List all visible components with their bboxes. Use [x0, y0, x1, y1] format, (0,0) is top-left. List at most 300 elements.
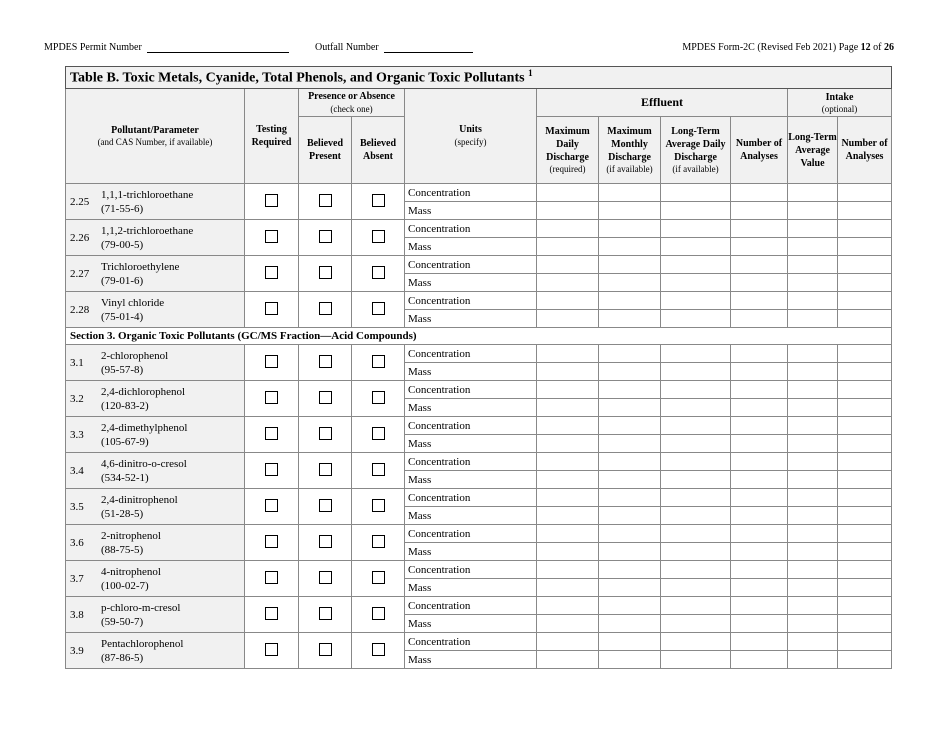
pollutant-number: 3.7: [70, 572, 84, 585]
intake-num-analyses-concentration-input[interactable]: [838, 220, 892, 238]
testing-required-cell: [245, 381, 299, 417]
testing-required-cell: [245, 561, 299, 597]
intake-long-term-concentration-input[interactable]: [788, 417, 838, 435]
num-analyses-mass-input[interactable]: [731, 543, 788, 561]
long-term-concentration-input[interactable]: [661, 417, 731, 435]
pollutant-name: 1,1,2-trichloroethane: [101, 224, 194, 237]
pollutant-number: 3.8: [70, 608, 84, 621]
pollutant-name: 1,1,1-trichloroethane: [101, 188, 194, 201]
believed-present-cell: [299, 417, 352, 453]
table-row: [66, 220, 892, 238]
long-term-mass-input[interactable]: [661, 471, 731, 489]
testing-required-checkbox[interactable]: [265, 463, 278, 476]
intake-long-term-concentration-input[interactable]: [788, 597, 838, 615]
pollutant-number: 3.1: [70, 356, 84, 369]
max-daily-mass-input[interactable]: [537, 579, 599, 597]
intake-long-term-concentration-input[interactable]: [788, 292, 838, 310]
intake-long-term-concentration-input[interactable]: [788, 184, 838, 202]
intake-long-term-mass-input[interactable]: [788, 238, 838, 256]
max-daily-mass-input[interactable]: [537, 363, 599, 381]
long-term-concentration-input[interactable]: [661, 256, 731, 274]
long-term-concentration-input[interactable]: [661, 381, 731, 399]
unit-mass: Mass: [405, 543, 537, 561]
long-term-concentration-input[interactable]: [661, 561, 731, 579]
pollutant-cas: (75-01-4): [101, 310, 144, 323]
unit-concentration: Concentration: [405, 417, 537, 435]
intake-num-analyses-concentration-input[interactable]: [838, 381, 892, 399]
believed-present-checkbox[interactable]: [319, 499, 332, 512]
believed-present-cell: [299, 561, 352, 597]
believed-present-cell: [299, 597, 352, 633]
testing-required-cell: [245, 597, 299, 633]
long-term-mass-input[interactable]: [661, 238, 731, 256]
pollutant-cell: [66, 525, 245, 561]
pollutant-cell: [66, 453, 245, 489]
long-term-mass-input[interactable]: [661, 202, 731, 220]
intake-long-term-concentration-input[interactable]: [788, 453, 838, 471]
believed-absent-checkbox[interactable]: [372, 302, 385, 315]
intake-long-term-concentration-input[interactable]: [788, 489, 838, 507]
max-monthly-concentration-input[interactable]: [599, 345, 661, 363]
pollutant-name: Pentachlorophenol: [101, 637, 184, 650]
permit-number-line[interactable]: [147, 43, 289, 53]
pollutant-name: 2-nitrophenol: [101, 529, 161, 542]
max-daily-concentration-input[interactable]: [537, 345, 599, 363]
intake-num-analyses-mass-input[interactable]: [838, 615, 892, 633]
max-daily-mass-input[interactable]: [537, 543, 599, 561]
pollutant-number: 3.4: [70, 464, 84, 477]
max-monthly-mass-input[interactable]: [599, 202, 661, 220]
believed-present-checkbox[interactable]: [319, 355, 332, 368]
believed-present-cell: [299, 489, 352, 525]
max-monthly-concentration-input[interactable]: [599, 184, 661, 202]
max-daily-mass-input[interactable]: [537, 274, 599, 292]
num-analyses-mass-input[interactable]: [731, 274, 788, 292]
num-analyses-mass-input[interactable]: [731, 435, 788, 453]
max-monthly-concentration-input[interactable]: [599, 633, 661, 651]
testing-required-checkbox[interactable]: [265, 302, 278, 315]
pollutant-cas: (79-01-6): [101, 274, 144, 287]
max-daily-concentration-input[interactable]: [537, 489, 599, 507]
col-max-daily: Maximum Daily Discharge (required): [537, 117, 599, 184]
max-monthly-concentration-input[interactable]: [599, 453, 661, 471]
intake-long-term-mass-input[interactable]: [788, 435, 838, 453]
long-term-mass-input[interactable]: [661, 274, 731, 292]
unit-mass: Mass: [405, 615, 537, 633]
intake-long-term-mass-input[interactable]: [788, 507, 838, 525]
intake-num-analyses-concentration-input[interactable]: [838, 597, 892, 615]
intake-num-analyses-concentration-input[interactable]: [838, 292, 892, 310]
num-analyses-mass-input[interactable]: [731, 579, 788, 597]
unit-concentration: Concentration: [405, 525, 537, 543]
num-analyses-mass-input[interactable]: [731, 238, 788, 256]
believed-absent-checkbox[interactable]: [372, 230, 385, 243]
max-daily-concentration-input[interactable]: [537, 453, 599, 471]
believed-present-checkbox[interactable]: [319, 463, 332, 476]
believed-present-checkbox[interactable]: [319, 230, 332, 243]
num-analyses-concentration-input[interactable]: [731, 345, 788, 363]
intake-long-term-mass-input[interactable]: [788, 399, 838, 417]
intake-long-term-concentration-input[interactable]: [788, 220, 838, 238]
intake-num-analyses-mass-input[interactable]: [838, 238, 892, 256]
num-analyses-concentration-input[interactable]: [731, 417, 788, 435]
believed-present-checkbox[interactable]: [319, 194, 332, 207]
max-monthly-mass-input[interactable]: [599, 363, 661, 381]
long-term-mass-input[interactable]: [661, 615, 731, 633]
believed-present-checkbox[interactable]: [319, 302, 332, 315]
long-term-concentration-input[interactable]: [661, 633, 731, 651]
pollutant-name: 4,6-dinitro-o-cresol: [101, 457, 187, 470]
believed-absent-checkbox[interactable]: [372, 463, 385, 476]
testing-required-checkbox[interactable]: [265, 571, 278, 584]
testing-required-checkbox[interactable]: [265, 499, 278, 512]
long-term-mass-input[interactable]: [661, 435, 731, 453]
pollutant-cell: [66, 597, 245, 633]
pollutant-number: 3.9: [70, 644, 84, 657]
long-term-concentration-input[interactable]: [661, 597, 731, 615]
pollutant-cell: [66, 220, 245, 256]
pollutant-name: 2,4-dichlorophenol: [101, 385, 186, 398]
testing-required-checkbox[interactable]: [265, 643, 278, 656]
max-daily-concentration-input[interactable]: [537, 220, 599, 238]
intake-num-analyses-mass-input[interactable]: [838, 579, 892, 597]
intake-num-analyses-concentration-input[interactable]: [838, 561, 892, 579]
believed-absent-checkbox[interactable]: [372, 643, 385, 656]
intake-long-term-mass-input[interactable]: [788, 651, 838, 669]
col-intake-long-term: Long-Term Average Value: [788, 117, 838, 184]
unit-concentration: Concentration: [405, 184, 537, 202]
long-term-mass-input[interactable]: [661, 310, 731, 328]
believed-absent-checkbox[interactable]: [372, 355, 385, 368]
intake-num-analyses-concentration-input[interactable]: [838, 184, 892, 202]
believed-present-checkbox[interactable]: [319, 266, 332, 279]
pollutant-cas: (79-00-5): [101, 238, 144, 251]
max-daily-mass-input[interactable]: [537, 310, 599, 328]
max-monthly-mass-input[interactable]: [599, 399, 661, 417]
max-daily-concentration-input[interactable]: [537, 184, 599, 202]
intake-num-analyses-concentration-input[interactable]: [838, 633, 892, 651]
max-daily-concentration-input[interactable]: [537, 292, 599, 310]
table-row: [66, 381, 892, 399]
testing-required-checkbox[interactable]: [265, 230, 278, 243]
pollutant-cas: (534-52-1): [101, 471, 149, 484]
num-analyses-mass-input[interactable]: [731, 363, 788, 381]
testing-required-checkbox[interactable]: [265, 607, 278, 620]
long-term-concentration-input[interactable]: [661, 184, 731, 202]
table-row: [66, 525, 892, 543]
intake-long-term-mass-input[interactable]: [788, 543, 838, 561]
max-monthly-concentration-input[interactable]: [599, 292, 661, 310]
believed-absent-cell: [352, 256, 405, 292]
intake-long-term-mass-input[interactable]: [788, 579, 838, 597]
num-analyses-concentration-input[interactable]: [731, 256, 788, 274]
num-analyses-mass-input[interactable]: [731, 399, 788, 417]
max-daily-mass-input[interactable]: [537, 435, 599, 453]
intake-long-term-mass-input[interactable]: [788, 202, 838, 220]
pollutant-cas: (51-28-5): [101, 507, 144, 520]
believed-absent-cell: [352, 633, 405, 669]
pollutant-name: Vinyl chloride: [101, 296, 165, 309]
max-monthly-mass-input[interactable]: [599, 507, 661, 525]
intake-long-term-concentration-input[interactable]: [788, 633, 838, 651]
believed-present-cell: [299, 184, 352, 220]
testing-required-checkbox[interactable]: [265, 194, 278, 207]
max-daily-mass-input[interactable]: [537, 507, 599, 525]
max-monthly-mass-input[interactable]: [599, 543, 661, 561]
believed-present-checkbox[interactable]: [319, 391, 332, 404]
pollutant-cas: (87-86-5): [101, 651, 144, 664]
max-daily-mass-input[interactable]: [537, 238, 599, 256]
max-monthly-concentration-input[interactable]: [599, 489, 661, 507]
pollutant-cell: [66, 345, 245, 381]
num-analyses-mass-input[interactable]: [731, 507, 788, 525]
believed-present-checkbox[interactable]: [319, 535, 332, 548]
title-footnote: 1: [528, 68, 533, 79]
intake-num-analyses-concentration-input[interactable]: [838, 453, 892, 471]
max-daily-mass-input[interactable]: [537, 471, 599, 489]
table-row: [66, 453, 892, 471]
long-term-mass-input[interactable]: [661, 651, 731, 669]
table-row: [66, 633, 892, 651]
outfall-number-field[interactable]: [315, 42, 473, 53]
intake-num-analyses-mass-input[interactable]: [838, 274, 892, 292]
pollutant-cas: (105-67-9): [101, 435, 149, 448]
intake-num-analyses-concentration-input[interactable]: [838, 489, 892, 507]
max-monthly-mass-input[interactable]: [599, 579, 661, 597]
unit-mass: Mass: [405, 274, 537, 292]
table-title: Table B. Toxic Metals, Cyanide, Total Phenols, and Organic Toxic Pollutants $^1$: [66, 67, 892, 89]
long-term-concentration-input[interactable]: [661, 292, 731, 310]
permit-number-label: MPDES Permit Number: [44, 42, 142, 53]
max-daily-concentration-input[interactable]: [537, 561, 599, 579]
believed-present-cell: [299, 381, 352, 417]
pollutant-cas: (120-83-2): [101, 399, 149, 412]
intake-long-term-mass-input[interactable]: [788, 615, 838, 633]
max-monthly-mass-input[interactable]: [599, 435, 661, 453]
believed-absent-checkbox[interactable]: [372, 266, 385, 279]
intake-num-analyses-concentration-input[interactable]: [838, 525, 892, 543]
testing-required-checkbox[interactable]: [265, 535, 278, 548]
num-analyses-mass-input[interactable]: [731, 615, 788, 633]
max-daily-concentration-input[interactable]: [537, 525, 599, 543]
pollutant-number: 3.5: [70, 500, 84, 513]
form-label: MPDES Form-2C (Revised Feb 2021) Page: [682, 42, 859, 53]
max-monthly-mass-input[interactable]: [599, 310, 661, 328]
num-analyses-concentration-input[interactable]: [731, 453, 788, 471]
long-term-mass-input[interactable]: [661, 363, 731, 381]
believed-absent-checkbox[interactable]: [372, 499, 385, 512]
long-term-concentration-input[interactable]: [661, 489, 731, 507]
pollutant-name: p-chloro-m-cresol: [101, 601, 181, 614]
intake-long-term-concentration-input[interactable]: [788, 256, 838, 274]
intake-long-term-concentration-input[interactable]: [788, 345, 838, 363]
num-analyses-concentration-input[interactable]: [731, 184, 788, 202]
num-analyses-concentration-input[interactable]: [731, 525, 788, 543]
believed-absent-checkbox[interactable]: [372, 571, 385, 584]
pollutant-cell: [66, 184, 245, 220]
intake-num-analyses-concentration-input[interactable]: [838, 417, 892, 435]
max-monthly-concentration-input[interactable]: [599, 525, 661, 543]
intake-num-analyses-mass-input[interactable]: [838, 399, 892, 417]
intake-long-term-concentration-input[interactable]: [788, 525, 838, 543]
pollutant-cas: (71-55-6): [101, 202, 144, 215]
max-monthly-mass-input[interactable]: [599, 651, 661, 669]
pollutant-number: 3.6: [70, 536, 84, 549]
num-analyses-concentration-input[interactable]: [731, 220, 788, 238]
intake-long-term-concentration-input[interactable]: [788, 561, 838, 579]
believed-absent-cell: [352, 453, 405, 489]
outfall-number-label: Outfall Number: [315, 42, 379, 53]
max-monthly-mass-input[interactable]: [599, 615, 661, 633]
testing-required-checkbox[interactable]: [265, 355, 278, 368]
max-daily-mass-input[interactable]: [537, 651, 599, 669]
table-row: [66, 597, 892, 615]
table-row: [66, 345, 892, 363]
intake-num-analyses-mass-input[interactable]: [838, 651, 892, 669]
long-term-mass-input[interactable]: [661, 579, 731, 597]
intake-long-term-concentration-input[interactable]: [788, 381, 838, 399]
max-monthly-concentration-input[interactable]: [599, 256, 661, 274]
max-monthly-mass-input[interactable]: [599, 238, 661, 256]
believed-absent-cell: [352, 489, 405, 525]
intake-num-analyses-concentration-input[interactable]: [838, 345, 892, 363]
long-term-mass-input[interactable]: [661, 543, 731, 561]
long-term-concentration-input[interactable]: [661, 525, 731, 543]
believed-present-checkbox[interactable]: [319, 427, 332, 440]
num-analyses-mass-input[interactable]: [731, 651, 788, 669]
max-daily-concentration-input[interactable]: [537, 256, 599, 274]
col-max-monthly: Maximum Monthly Discharge (if available): [599, 117, 661, 184]
table-row: [66, 417, 892, 435]
num-analyses-mass-input[interactable]: [731, 310, 788, 328]
believed-absent-checkbox[interactable]: [372, 607, 385, 620]
long-term-concentration-input[interactable]: [661, 453, 731, 471]
max-monthly-concentration-input[interactable]: [599, 381, 661, 399]
believed-absent-checkbox[interactable]: [372, 535, 385, 548]
intake-num-analyses-concentration-input[interactable]: [838, 256, 892, 274]
testing-required-cell: [245, 345, 299, 381]
col-long-term: Long-Term Average Daily Discharge (if available): [661, 117, 731, 184]
believed-present-cell: [299, 633, 352, 669]
believed-absent-cell: [352, 184, 405, 220]
unit-concentration: Concentration: [405, 561, 537, 579]
num-analyses-concentration-input[interactable]: [731, 561, 788, 579]
intake-num-analyses-mass-input[interactable]: [838, 310, 892, 328]
max-daily-concentration-input[interactable]: [537, 417, 599, 435]
col-effluent: Effluent: [537, 89, 788, 117]
page-of: of: [873, 42, 882, 53]
unit-concentration: Concentration: [405, 489, 537, 507]
pollutant-number: 3.3: [70, 428, 84, 441]
testing-required-cell: [245, 453, 299, 489]
believed-absent-cell: [352, 525, 405, 561]
max-monthly-mass-input[interactable]: [599, 471, 661, 489]
pollutant-table: [65, 66, 892, 669]
max-monthly-concentration-input[interactable]: [599, 220, 661, 238]
unit-concentration: Concentration: [405, 345, 537, 363]
permit-number-field[interactable]: [44, 42, 289, 53]
intake-long-term-mass-input[interactable]: [788, 310, 838, 328]
col-believed-present: Believed Present: [299, 117, 352, 184]
believed-present-checkbox[interactable]: [319, 643, 332, 656]
pollutant-number: 2.27: [70, 267, 90, 280]
intake-num-analyses-mass-input[interactable]: [838, 435, 892, 453]
section-3-title: Section 3. Organic Toxic Pollutants (GC/MS Fraction—Acid Compounds): [66, 328, 892, 345]
long-term-concentration-input[interactable]: [661, 220, 731, 238]
pollutant-name: 2,4-dinitrophenol: [101, 493, 178, 506]
table-row: [66, 561, 892, 579]
max-daily-mass-input[interactable]: [537, 615, 599, 633]
max-monthly-concentration-input[interactable]: [599, 417, 661, 435]
num-analyses-concentration-input[interactable]: [731, 597, 788, 615]
num-analyses-mass-input[interactable]: [731, 471, 788, 489]
long-term-mass-input[interactable]: [661, 507, 731, 525]
unit-mass: Mass: [405, 651, 537, 669]
believed-absent-checkbox[interactable]: [372, 194, 385, 207]
max-daily-mass-input[interactable]: [537, 399, 599, 417]
believed-absent-cell: [352, 292, 405, 328]
believed-absent-cell: [352, 220, 405, 256]
max-monthly-mass-input[interactable]: [599, 274, 661, 292]
intake-num-analyses-mass-input[interactable]: [838, 363, 892, 381]
testing-required-checkbox[interactable]: [265, 266, 278, 279]
long-term-mass-input[interactable]: [661, 399, 731, 417]
max-monthly-concentration-input[interactable]: [599, 597, 661, 615]
max-daily-concentration-input[interactable]: [537, 381, 599, 399]
unit-mass: Mass: [405, 310, 537, 328]
max-daily-concentration-input[interactable]: [537, 597, 599, 615]
testing-required-checkbox[interactable]: [265, 427, 278, 440]
believed-absent-cell: [352, 597, 405, 633]
believed-present-checkbox[interactable]: [319, 571, 332, 584]
intake-num-analyses-mass-input[interactable]: [838, 202, 892, 220]
believed-absent-checkbox[interactable]: [372, 427, 385, 440]
col-units: Units (specify): [405, 89, 537, 184]
max-daily-mass-input[interactable]: [537, 202, 599, 220]
pollutant-name: 4-nitrophenol: [101, 565, 161, 578]
believed-present-cell: [299, 525, 352, 561]
believed-present-checkbox[interactable]: [319, 607, 332, 620]
intake-long-term-mass-input[interactable]: [788, 471, 838, 489]
col-presence-absence: Presence or Absence (check one): [299, 89, 405, 117]
long-term-concentration-input[interactable]: [661, 345, 731, 363]
intake-num-analyses-mass-input[interactable]: [838, 471, 892, 489]
num-analyses-concentration-input[interactable]: [731, 292, 788, 310]
unit-concentration: Concentration: [405, 597, 537, 615]
col-testing-required: Testing Required: [245, 89, 299, 184]
col-believed-absent: Believed Absent: [352, 117, 405, 184]
num-analyses-concentration-input[interactable]: [731, 489, 788, 507]
intake-long-term-mass-input[interactable]: [788, 274, 838, 292]
num-analyses-concentration-input[interactable]: [731, 381, 788, 399]
outfall-number-line[interactable]: [384, 43, 473, 53]
intake-long-term-mass-input[interactable]: [788, 363, 838, 381]
intake-num-analyses-mass-input[interactable]: [838, 507, 892, 525]
intake-num-analyses-mass-input[interactable]: [838, 543, 892, 561]
pollutant-cell: [66, 489, 245, 525]
num-analyses-mass-input[interactable]: [731, 202, 788, 220]
form-page-label: [682, 42, 894, 53]
max-daily-concentration-input[interactable]: [537, 633, 599, 651]
unit-mass: Mass: [405, 435, 537, 453]
unit-mass: Mass: [405, 363, 537, 381]
testing-required-checkbox[interactable]: [265, 391, 278, 404]
believed-present-cell: [299, 453, 352, 489]
unit-concentration: Concentration: [405, 220, 537, 238]
max-monthly-concentration-input[interactable]: [599, 561, 661, 579]
believed-absent-checkbox[interactable]: [372, 391, 385, 404]
num-analyses-concentration-input[interactable]: [731, 633, 788, 651]
